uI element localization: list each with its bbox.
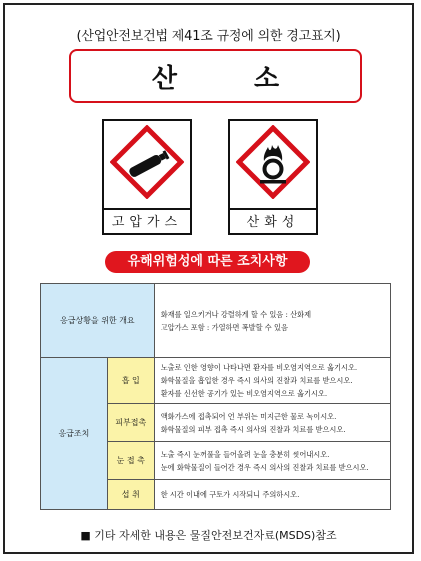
pictogram-oxidizer xyxy=(228,119,318,235)
route-skin-contact: 피부접촉 xyxy=(107,404,154,442)
first-aid-line: 환자를 신선한 공기가 있는 비오염지역으로 옮기시오. xyxy=(160,389,328,398)
emergency-overview-text xyxy=(154,284,390,358)
precaution-banner: 유해위험성에 따른 조치사항 xyxy=(105,251,310,273)
first-aid-line: 화학물질을 흡입한 경우 즉시 의사의 진찰과 치료를 받으시오. xyxy=(160,376,353,385)
pictogram-label: 고압가스 xyxy=(104,208,190,233)
gas-cylinder-icon xyxy=(110,125,184,199)
overview-line: 고압가스 포함 : 가열하면 폭발할 수 있음 xyxy=(160,322,288,332)
first-aid-line: 노출로 인한 영향이 나타나면 환자를 비오염지역으로 옮기시오. xyxy=(160,363,358,372)
precaution-table xyxy=(40,283,391,510)
pictogram-compressed-gas xyxy=(102,119,192,235)
route-eye-contact: 눈 접 촉 xyxy=(107,442,154,480)
first-aid-label: 응급조치 xyxy=(41,358,108,510)
first-aid-line: 화학물질의 피부 접촉 즉시 의사의 진찰과 치료를 받으시오. xyxy=(160,424,346,434)
warning-sign xyxy=(3,3,414,554)
flame-over-circle-icon xyxy=(236,125,310,199)
substance-title: 산 소 xyxy=(69,49,362,103)
first-aid-line: 액화가스에 접촉되어 언 부위는 미지근한 물로 녹이시오. xyxy=(160,411,337,421)
pictogram-label: 산화성 xyxy=(230,208,316,233)
ingestion-text xyxy=(154,480,390,510)
route-ingestion: 섭 취 xyxy=(107,480,154,510)
overview-line: 화재를 일으키거나 강렬하게 할 수 있음 : 산화제 xyxy=(160,309,312,319)
eye-contact-text xyxy=(154,442,390,480)
skin-contact-text xyxy=(154,404,390,442)
first-aid-line: 노출 즉시 눈꺼풀을 들어올려 눈을 충분히 씻어내시오. xyxy=(160,449,330,459)
first-aid-line: 한 시간 이내에 구토가 시작되니 주의하시오. xyxy=(160,490,300,499)
route-inhalation: 흡 입 xyxy=(107,358,154,404)
table-row xyxy=(41,358,391,404)
table-row xyxy=(41,284,391,358)
inhalation-text xyxy=(154,358,390,404)
law-reference: (산업안전보건법 제41조 규정에 의한 경고표지) xyxy=(76,29,341,44)
msds-footer-note: ■ 기타 자세한 내용은 물질안전보건자료(MSDS)참조 xyxy=(80,529,337,542)
first-aid-line: 눈에 화학물질이 들어간 경우 즉시 의사의 진찰과 치료를 받으시오. xyxy=(160,462,369,472)
emergency-overview-label: 응급상황을 위한 개요 xyxy=(41,284,155,358)
